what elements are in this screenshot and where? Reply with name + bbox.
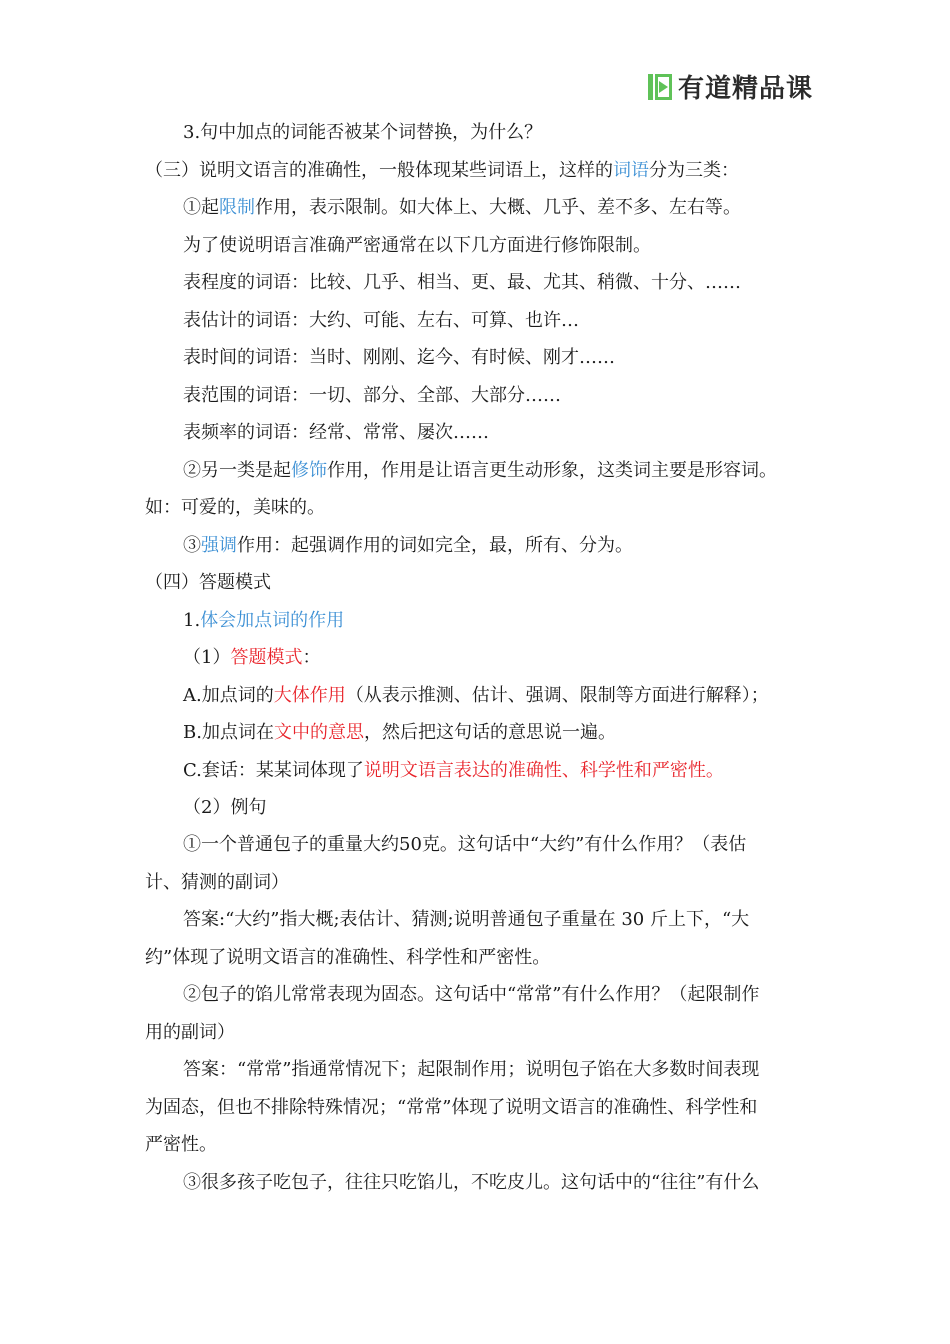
example-one-line: 计、猜测的副词） xyxy=(145,872,289,893)
time-words-line: 表时间的词语：当时、刚刚、迄今、有时候、刚才…… xyxy=(183,347,615,368)
answer-two-line: 答案：“常常”指通常情况下；起限制作用；说明包子馅在大多数时间表现 xyxy=(183,1059,760,1080)
answer-step-c: C.套话：某某词体现了说明文语言表达的准确性、科学性和严密性。 xyxy=(183,760,724,781)
example-three-line: ③很多孩子吃包子，往往只吃馅儿，不吃皮儿。这句话中的“往往”有什么 xyxy=(183,1172,760,1193)
modify-type-line: ②另一类是起修饰作用，作用是让语言更生动形象，这类词主要是形容词。 xyxy=(183,460,777,481)
answer-mode-heading: （1）答题模式： xyxy=(183,647,321,668)
brand-name: 有道精品课 xyxy=(678,74,814,104)
answer-one-line: 答案:“大约”指大概;表估计、猜测;说明普通包子重量在 30 斤上下，“大 xyxy=(183,909,750,930)
answer-step-a: A.加点词的大体作用（从表示推测、估计、强调、限制等方面进行解释）； xyxy=(183,685,769,706)
subsection-heading: 1.体会加点词的作用 xyxy=(183,610,345,631)
degree-words-line: 表程度的词语：比较、几乎、相当、更、最、尤其、稍微、十分、…… xyxy=(183,272,741,293)
section-three-heading: （三）说明文语言的准确性，一般体现某些词语上，这样的词语分为三类： xyxy=(145,160,739,181)
answer-two-line: 严密性。 xyxy=(145,1134,217,1155)
answer-one-line: 约”体现了说明文语言的准确性、科学性和严密性。 xyxy=(145,947,551,968)
example-two-line: ②包子的馅儿常常表现为固态。这句话中“常常”有什么作用？（起限制作 xyxy=(183,984,760,1005)
frequency-words-line: 表频率的词语：经常、常常、屡次…… xyxy=(183,422,489,443)
answer-two-line: 为固态，但也不排除特殊情况；“常常”体现了说明文语言的准确性、科学性和 xyxy=(145,1097,758,1118)
example-one-line: ①一个普通包子的重量大约50克。这句话中“大约”有什么作用？（表估 xyxy=(183,834,747,855)
play-icon xyxy=(648,74,672,100)
question-line: 3.句中加点的词能否被某个词替换，为什么？ xyxy=(183,122,543,143)
example-two-line: 用的副词） xyxy=(145,1022,235,1043)
section-four-heading: （四）答题模式 xyxy=(145,572,271,593)
example-heading: （2）例句 xyxy=(183,797,267,818)
brand-logo xyxy=(648,68,813,105)
restrict-type-line: ①起限制作用，表示限制。如大体上、大概、几乎、差不多、左右等。 xyxy=(183,197,741,218)
estimate-words-line: 表估计的词语：大约、可能、左右、可算、也许… xyxy=(183,310,579,331)
paragraph-line: 如：可爱的，美味的。 xyxy=(145,497,325,518)
answer-step-b: B.加点词在文中的意思，然后把这句话的意思说一遍。 xyxy=(183,722,616,743)
paragraph-line: 为了使说明语言准确严密通常在以下几方面进行修饰限制。 xyxy=(183,235,651,256)
scope-words-line: 表范围的词语：一切、部分、全部、大部分…… xyxy=(183,385,561,406)
emphasis-type-line: ③强调作用：起强调作用的词如完全，最，所有、分为。 xyxy=(183,535,633,556)
